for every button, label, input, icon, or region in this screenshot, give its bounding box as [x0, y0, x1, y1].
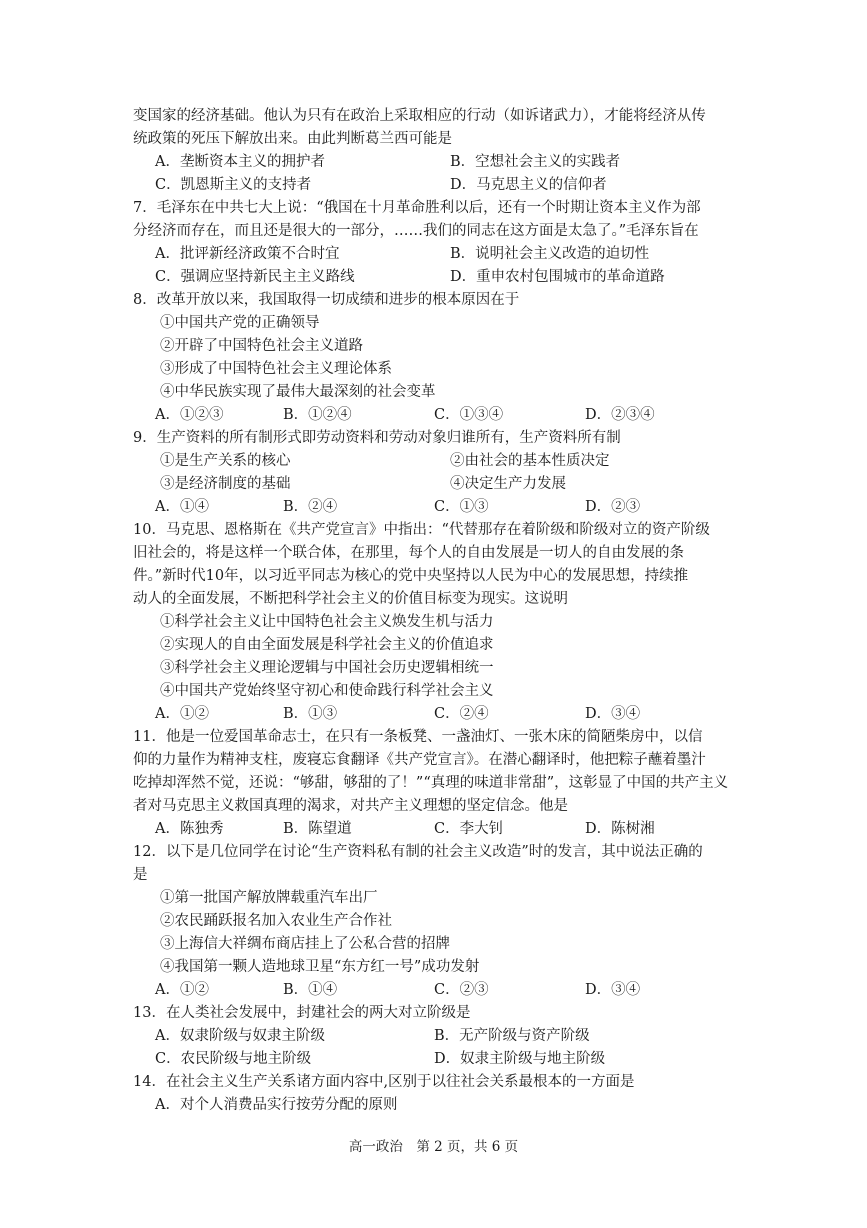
option-a: A．①②③: [155, 407, 224, 423]
option-b: B．①②④: [283, 407, 352, 423]
option-b: B．说明社会主义改造的迫切性: [450, 246, 650, 262]
page-footer: 高一政治 第 2 页，共 6 页: [348, 1139, 519, 1155]
option-a: A．①②: [155, 982, 209, 998]
statement-item: ①是生产关系的核心: [160, 453, 291, 469]
option-d: D．③④: [585, 706, 641, 722]
option-d: D．奴隶主阶级与地主阶级: [434, 1051, 606, 1067]
option-a: A．奴隶阶级与奴隶主阶级: [155, 1028, 325, 1044]
statement-item: ②由社会的基本性质决定: [450, 453, 610, 469]
option-a: A．①②: [155, 706, 209, 722]
option-c: C．李大钊: [434, 821, 504, 837]
option-a: A．垄断资本主义的拥护者: [155, 154, 325, 170]
statement-item: ④决定生产力发展: [450, 476, 566, 492]
option-c: C．②③: [434, 982, 489, 998]
option-b: B．②④: [283, 499, 338, 515]
option-c: C．②④: [434, 706, 489, 722]
option-b: B．无产阶级与资产阶级: [434, 1028, 590, 1044]
option-b: B．陈望道: [283, 821, 352, 837]
option-d: D．马克思主义的信仰者: [450, 177, 607, 193]
option-a: A．批评新经济政策不合时宜: [155, 246, 340, 262]
option-d: D．重申农村包围城市的革命道路: [450, 269, 665, 285]
option-a: A．陈独秀: [155, 821, 224, 837]
option-d: D．陈树湘: [585, 821, 655, 837]
option-b: B．①④: [283, 982, 338, 998]
option-d: D．②③④: [585, 407, 655, 423]
exam-page: 变国家的经济基础。他认为只有在政治上采取相应的行动（如诉诸武力），才能将经济从传 统政策的死压下解放出来。由此判断葛兰西可能是 A．垄断资本主义的拥护者 B．空想社会主义的实践者 C．凯恩斯主义的支持者 D．马克思主义的信仰者 7．毛泽东在中共七大上说：“俄国在十月革命胜利以后，还有一个时期让资本主义作为部 分经济而存在，而且还是很大的一部分，……我们的同志在这方面是太急了。”毛泽东旨在 A．批评新经济政策不合时宜 B．说明社会主义改造的迫切性 C．强调应坚持新民主主义路线 D．重申农村包围城市的革命道路 8．改革开放以来，我国取得一切成绩和进步的根本原因在于 ①中国共产党的正确领导 ②开辟了中国特色社会主义道路 ③形成了中国特色社会主义理论体系 ④中华民族实现了最伟大最深刻的社会变革 A．①②③ B．①②④ C．①③④ D．②③④ 9．生产资料的所有制形式即劳动资料和劳动对象归谁所有，生产资料所有制 ①是生产关系的核心 ②由社会的基本性质决定 ③是经济制度的基础 ④决定生产力发展 A．①④ B．②④ C．①③ D．②③ 10．马克思、恩格斯在《共产党宣言》中指出：“代替那存在着阶级和阶级对立的资产阶级 旧社会的，将是这样一个联合体，在那里，每个人的自由发展是一切人的自由发展的条 件。”新时代10年，以习近平同志为核心的党中央坚持以人民为中心的发展思想，持续推 动人的全面发展，不断把科学社会主义的价值目标变为现实。这说明 ①科学社会主义让中国特色社会主义焕发生机与活力 ②实现人的自由全面发展是科学社会主义的价值追求 ③科学社会主义理论逻辑与中国社会历史逻辑相统一 ④中国共产党始终坚守初心和使命践行科学社会主义 A．①② B．①③ C．②④ D．③④ 11．他是一位爱国革命志士，在只有一条板凳、一盏油灯、一张木床的简陋柴房中，以信 仰的力量作为精神支柱，废寝忘食翻译《共产党宣言》。在潜心翻译时，他把粽子蘸着墨汁 吃掉却浑然不觉，还说：“够甜，够甜的了！”“真理的味道非常甜”，这彰显了中国的共产主义 者对马克思主义救国真理的渴求，对共产主义理想的坚定信念。他是 A．陈独秀 B．陈望道 C．李大钊 D．陈树湘 12．以下是几位同学在讨论“生产资料私有制的社会主义改造”时的发言，其中说法正确的 是 ①第一批国产解放牌载重汽车出厂 ②农民踊跃报名加入农业生产合作社 ③上海信大祥绸布商店挂上了公私合营的招牌 ④我国第一颗人造地球卫星“东方红一号”成功发射 A．①② B．①④ C．②③ D．③④ 13．在人类社会发展中，封建社会的两大对立阶级是 A．奴隶阶级与奴隶主阶级 B．无产阶级与资产阶级 C．农民阶级与地主阶级 D．奴隶主阶级与地主阶级 14．在社会主义生产关系诸方面内容中,区别于以往社会关系最根本的一方面是 A．对个人消费品实行按劳分配的原则 高一政治 第 2 页，共 6 页: [0, 0, 867, 1228]
option-c: C．农民阶级与地主阶级: [155, 1051, 312, 1067]
option-a: A．①④: [155, 499, 209, 515]
option-d: D．②③: [585, 499, 641, 515]
statement-item: ③是经济制度的基础: [160, 476, 291, 492]
option-d: D．③④: [585, 982, 641, 998]
option-c: C．①③: [434, 499, 489, 515]
option-b: B．①③: [283, 706, 338, 722]
option-c: C．强调应坚持新民主主义路线: [155, 269, 355, 285]
option-c: C．①③④: [434, 407, 504, 423]
option-b: B．空想社会主义的实践者: [450, 154, 621, 170]
option-a: A．对个人消费品实行按劳分配的原则: [155, 1097, 398, 1113]
option-c: C．凯恩斯主义的支持者: [155, 177, 312, 193]
